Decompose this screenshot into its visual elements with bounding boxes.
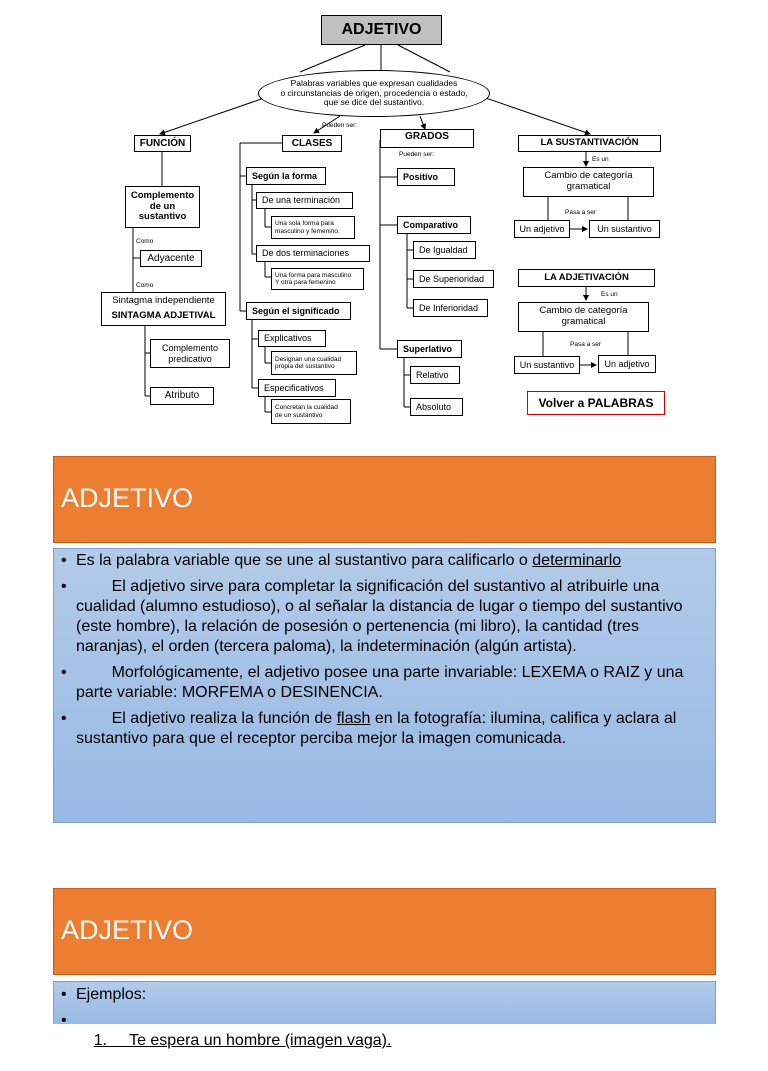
box-line: masculino y femenino. [275,227,340,235]
bullet-dot: • [61,578,67,595]
especificativos-box: Especificativos [258,379,336,397]
dos-terminaciones-desc [271,268,364,290]
sintagma-independiente-text: Sintagma independiente [112,295,215,307]
box-line: predicativo [168,353,212,364]
box-line: Cambio de categoría [539,305,628,317]
adjetivo-concept-map [0,0,768,430]
definition-oval [258,70,490,117]
es-un-label-2: Es un [601,291,618,298]
bullet-item [56,985,709,1005]
bullet-text: Morfológicamente, el adjetivo posee una parte invariable: LEXEMA o RAIZ y una parte variable: MORFEMA o DESINENCIA. [76,664,688,701]
pueden-ser-label: Pueden ser: [322,122,358,129]
explicativos-desc [271,351,357,375]
bullet-item [56,663,709,703]
box-line: sustantivo [138,211,187,223]
pasa-a-ser-label-2: Pasa a ser [570,341,602,348]
complemento-sustantivo-box [125,186,200,228]
bullet-dot: • [61,1012,67,1029]
bullet-text: El adjetivo sirve para completar la significación del sustantivo al atribuirle una cualidad (alumno estudioso), o al señalar la distancia de lugar o tiempo del sustantivo (este hombre), la relación de posesión o pertenencia (mi libro), la cantidad (tres naranjas), el orden (tercera paloma), la indeterminación (algún artista). [76,578,688,655]
clases-header: CLASES [282,135,342,152]
slide2-header [53,888,716,975]
una-terminacion-desc [271,216,355,239]
un-adjetivo-box: Un adjetivo [514,220,570,238]
sintagma-adjetival-box [101,292,226,326]
slide2-body [53,981,716,1049]
box-line: Complemento [161,343,219,354]
pueden-ser-grados-label: Pueden ser: [399,151,435,158]
segun-el-significado-box: Según el significado [246,302,351,320]
absoluto-box: Absoluto [410,398,463,416]
box-line: Concretan la cualidad [275,404,338,412]
bullet-text: El adjetivo realiza la función de [76,710,337,727]
bullet-underlined: flash [336,710,371,727]
definition-line: que se dice del sustantivo. [323,97,425,108]
complemento-predicativo-box [150,339,230,368]
bullet-underlined: determinarlo [532,552,622,569]
un-sustantivo-box: Un sustantivo [589,220,660,238]
bullet-text: 1. Te espera un hombre (imagen vaga). [93,1032,392,1049]
map-title: ADJETIVO [321,15,442,45]
bullet-dot: • [61,552,67,569]
dos-terminaciones-box: De dos terminaciones [256,245,370,262]
slide1-header [53,456,716,543]
un-sustantivo-box-2: Un sustantivo [514,356,580,374]
box-line: Complemento [130,189,195,201]
igualdad-box: De Igualdad [413,241,476,259]
bullet-item [56,1011,709,1071]
sustantivacion-header: LA SUSTANTIVACIÓN [518,135,661,152]
slide2-title: ADJETIVO [61,915,194,945]
cambio-categoria-box [523,167,654,197]
inferioridad-box: De Inferioridad [413,299,488,317]
box-line: Designan una cualidad [275,355,342,363]
comparativo-box: Comparativo [397,216,471,234]
bullet-dot: • [61,664,67,681]
segun-la-forma-box: Según la forma [246,167,326,185]
definition-line: o circunstancias de origen, procedencia o estado, [280,87,468,98]
slide1-title: ADJETIVO [61,483,194,513]
box-line: gramatical [566,181,611,192]
box-line: gramatical [561,316,606,327]
volver-a-palabras-link[interactable]: Volver a PALABRAS [527,391,665,415]
box-line: de un sustantivo [275,411,323,419]
box-line: propia del sustantivo [275,363,335,370]
cambio-categoria-box-2 [518,302,649,332]
bullet-item [56,551,709,571]
slide1-body [53,548,716,823]
box-line: Una sola forma para [275,220,334,228]
adjetivacion-header: LA ADJETIVACIÓN [518,269,655,287]
sintagma-adjetival-text: SINTAGMA ADJETIVAL [111,310,216,321]
especificativos-desc [271,399,351,424]
box-line: Cambio de categoría [544,170,633,182]
definition-line: Palabras variables que expresan cualidades [290,77,458,88]
box-line: Una forma para masculino [275,271,352,279]
superioridad-box: De Superioridad [413,270,494,288]
box-line: de un [149,200,176,212]
bullet-item [56,577,709,657]
superlativo-box: Superlativo [397,340,462,358]
como-label: Como [136,238,154,245]
relativo-box: Relativo [410,366,460,384]
bullet-text: Es la palabra variable que se une al sustantivo para calificarlo o [76,552,533,569]
una-terminacion-box: De una terminación [256,192,353,209]
atributo-box: Atributo [150,387,214,405]
bullet-text: Ejemplos: [76,986,147,1003]
explicativos-box: Explicativos [258,330,326,347]
como-label-2: Como [136,282,154,289]
pasa-a-ser-label: Pasa a ser [565,209,597,216]
bullet-item [56,709,709,749]
positivo-box: Positivo [397,168,455,186]
grados-header: GRADOS [380,129,474,148]
box-line: Y otra para femenino [275,279,336,286]
es-un-label: Es un [592,156,609,163]
bullet-dot: • [61,710,67,727]
bullet-dot: • [61,986,67,1003]
funcion-header: FUNCIÓN [134,135,191,152]
un-adjetivo-box-2: Un adjetivo [598,355,656,373]
adyacente-box: Adyacente [140,250,202,267]
bullet-text: en la fotografía: ilumina, califica y aclara al sustantivo para que el receptor perciba mejor la imagen comunicada. [76,710,677,747]
